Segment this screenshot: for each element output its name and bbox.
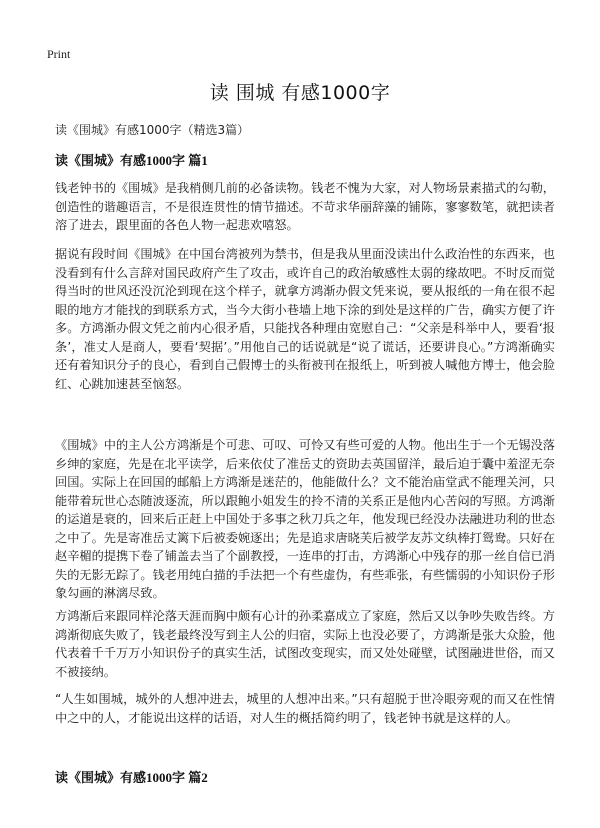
print-link[interactable]: Print [47,47,71,61]
section-heading-2: 读《围城》有感1000字 篇2 [55,770,208,785]
paragraph-2: 据说有段时间《围城》在中国台湾被列为禁书，但是我从里面没读出什么政治性的东西来，也没看到有什么言辞对国民政府产生了攻击，或许自己的政治敏感性太弱的缘故吧。不时反而觉得当时的世风还没沉沦到现在这个样子，就拿方鸿渐办假文凭来说，要从报纸的一角在很不起眼的地方才能找的到联系方式，当今大街小巷墙上地下涂的到处是这样的广告，确实方便了许多。方鸿渐办假文凭之前内心很矛盾，只能找各种理由宽慰自己：“父亲是科举中人，要看‘报条’，准丈人是商人，要看‘契据’。”用他自己的话说就是“说了谎话，还要讲良心。”方鸿渐确实还有着知识分子的良心，看到自己假博士的头衔被刊在报纸上，听到被人喊他方博士，他会脸红、心跳加速甚至恼怒。 [55,247,555,391]
paragraph-4: 方鸿渐后来跟同样沦落天涯而胸中颇有心计的孙柔嘉成立了家庭，然后又以争吵失败告终。方鸿渐彻底失败了，钱老最终没写到主人公的归宿，实际上也没必要了，方鸿渐是张大众脸，他代表着千千万万小知识份子的真实生活，试图改变现实，而又处处碰壁，试图融进世俗，而又不被接纳。 [55,609,555,679]
section-heading-1: 读《围城》有感1000字 篇1 [55,153,208,168]
page-title: 读 围城 有感1000字 [209,82,391,104]
paragraph-3: 《围城》中的主人公方鸿渐是个可悲、可叹、可怜又有些可爱的人物。他出生于一个无锡没落乡绅的家庭，先是在北平读学，后来依仗了准岳丈的资助去英国留洋，最后迫于囊中羞涩无奈回国。实际上在回国的邮船上方鸿渐是迷茫的，他能做什么？文不能治庙堂武不能理关河，只能带着玩世心态随波逐流，所以跟鲍小姐发生的拎不清的关系正是他内心苦闷的写照。方鸿渐的运道是衰的，回来后正赶上中国处于多事之秋刀兵之年，他发现已经没办法融进功利的世态之中了。先是寄准岳丈篱下后被委婉逐出；先是追求唐晓芙后被学友苏文纨棒打鸳鸯。只好在赵辛楣的提携下卷了铺盖去当了个副教授，一连串的打击，方鸿渐心中残存的那一丝自信已消失的无影无踪了。钱老用纯白描的手法把一个有些虚伪，有些乖张，有些懦弱的小知识份子形象勾画的淋漓尽致。 [55,438,555,600]
document-subtitle: 读《围城》有感1000字（精选3篇） [55,123,250,137]
paragraph-5: “人生如围城，城外的人想冲进去，城里的人想冲出来。”只有超脱于世冷眼旁观的而又在性情中之中的人，才能说出这样的话语，对人生的概括简约明了，钱老钟书就是这样的人。 [55,692,555,725]
paragraph-1: 钱老钟书的《围城》是我梢侧几前的必备读物。钱老不愧为大家，对人物场景素描式的勾勒，创造性的谐趣语言，不是很连贯性的情节描述。不苛求华丽辞藻的铺陈，寥寥数笔，就把读者溶了进去，跟里面的各色人物一起悲欢嘻怒。 [55,181,555,232]
